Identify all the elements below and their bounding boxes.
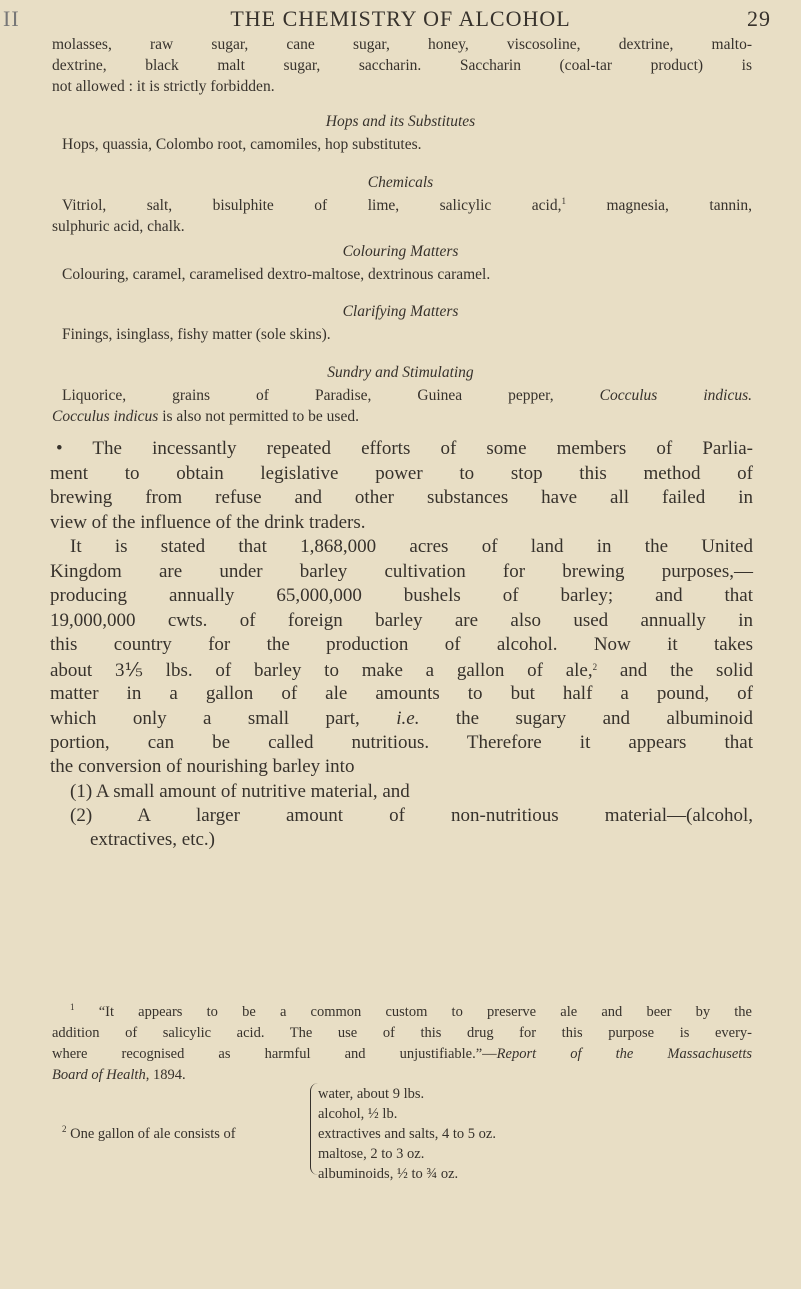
body-line: (1) A small amount of nutritive material, and	[70, 781, 410, 802]
intro-line: molasses, raw sugar, cane sugar, honey, viscosoline, dextrine, malto-	[52, 36, 752, 53]
footnote-mark: 2	[62, 1124, 67, 1134]
intro-line: not allowed : it is strictly forbidden.	[52, 78, 275, 95]
text-span: is also not permitted to be used.	[162, 408, 359, 425]
footnote-2-item: water, about 9 lbs.	[318, 1086, 425, 1102]
running-header	[0, 6, 801, 36]
text-span: , 1894.	[145, 1067, 186, 1083]
body-line: view of the influence of the drink traders.	[50, 512, 366, 533]
text-span: where recognised as harmful and unjustifiable.”—	[52, 1046, 497, 1062]
section-heading: Chemicals	[367, 174, 434, 191]
footnote-mark: 1	[70, 1002, 75, 1012]
section-heading: Clarifying Matters	[342, 303, 459, 320]
italic-term: Cocculus indicus	[52, 408, 159, 425]
section-heading: Hops and its Substitutes	[325, 113, 476, 130]
footnote-2-item: albuminoids, ½ to ¾ oz.	[318, 1166, 459, 1182]
body-line	[50, 659, 753, 682]
footnote-ref[interactable]: 2	[592, 662, 598, 672]
body-line	[50, 708, 753, 730]
text-span: Liquorice, grains of Paradise, Guinea pepper,	[62, 387, 554, 404]
section-text	[62, 197, 752, 215]
citation: Board of Health	[52, 1067, 146, 1083]
citation: Report of the Massachusetts	[496, 1046, 752, 1062]
text-span: One gallon of ale consists of	[70, 1126, 236, 1142]
intro-line: dextrine, black malt sugar, saccharin. Saccharin (coal-tar product) is	[52, 57, 752, 74]
section-text	[52, 408, 752, 426]
section-heading: Sundry and Stimulating	[327, 364, 474, 381]
section-text: sulphuric acid, chalk.	[52, 218, 185, 235]
text-span: and the solid	[619, 660, 754, 681]
text-span: the sugary and albuminoid	[455, 708, 754, 729]
section-text: Hops, quassia, Colombo root, camomiles, hop substitutes.	[62, 136, 422, 153]
footnote-2-item: maltose, 2 to 3 oz.	[318, 1146, 425, 1162]
italic-term: i.e.	[396, 708, 420, 729]
body-line: brewing from refuse and other substances have all failed in	[50, 487, 753, 508]
body-line: • The incessantly repeated efforts of some members of Parlia-	[56, 438, 753, 459]
body-line: extractives, etc.)	[90, 829, 216, 850]
section-text: Colouring, caramel, caramelised dextro-maltose, dextrinous caramel.	[62, 266, 491, 283]
body-line: portion, can be called nutritious. Therefore it appears that	[50, 732, 753, 753]
section-text	[62, 387, 752, 405]
page-number: 29	[747, 6, 771, 31]
footnote-1-line	[70, 1004, 752, 1021]
footnote-2-lead	[62, 1126, 236, 1143]
body-line: the conversion of nourishing barley into	[50, 756, 355, 777]
body-line: matter in a gallon of ale amounts to but half a pound, of	[50, 683, 753, 704]
text-span: magnesia, tannin,	[606, 197, 753, 214]
footnote-1-line: addition of salicylic acid. The use of this drug for this purpose is every-	[52, 1025, 752, 1041]
body-line: (2) A larger amount of non-nutritious material—(alcohol,	[70, 805, 753, 826]
text-span: “It appears to be a common custom to preserve ale and beer by the	[98, 1004, 752, 1020]
section-text: Finings, isinglass, fishy matter (sole skins).	[62, 326, 331, 343]
footnote-2-item: extractives and salts, 4 to 5 oz.	[318, 1126, 496, 1142]
text-span: Vitriol, salt, bisulphite of lime, salicylic acid,	[62, 197, 562, 214]
body-line: 19,000,000 cwts. of foreign barley are also used annually in	[50, 610, 753, 631]
chapter-number: II	[3, 6, 20, 31]
body-line: It is stated that 1,868,000 acres of land in the United	[70, 536, 753, 557]
text-span: which only a small part,	[50, 708, 360, 729]
body-line: Kingdom are under barley cultivation for brewing purposes,—	[50, 561, 753, 582]
italic-term: Cocculus indicus.	[599, 387, 752, 404]
footnote-1-line	[52, 1046, 752, 1063]
footnote-2-item: alcohol, ½ lb.	[318, 1106, 398, 1122]
section-heading: Colouring Matters	[342, 243, 459, 260]
page-title: THE CHEMISTRY OF ALCOHOL	[230, 6, 571, 31]
body-line: ment to obtain legislative power to stop this method of	[50, 463, 753, 484]
body-line: producing annually 65,000,000 bushels of barley; and that	[50, 585, 753, 606]
footnote-1-line	[52, 1067, 752, 1084]
footnote-ref[interactable]: 1	[561, 196, 566, 206]
text-span: about 3⅕ lbs. of barley to make a gallon of ale,	[50, 660, 593, 681]
body-line: this country for the production of alcohol. Now it takes	[50, 634, 753, 655]
